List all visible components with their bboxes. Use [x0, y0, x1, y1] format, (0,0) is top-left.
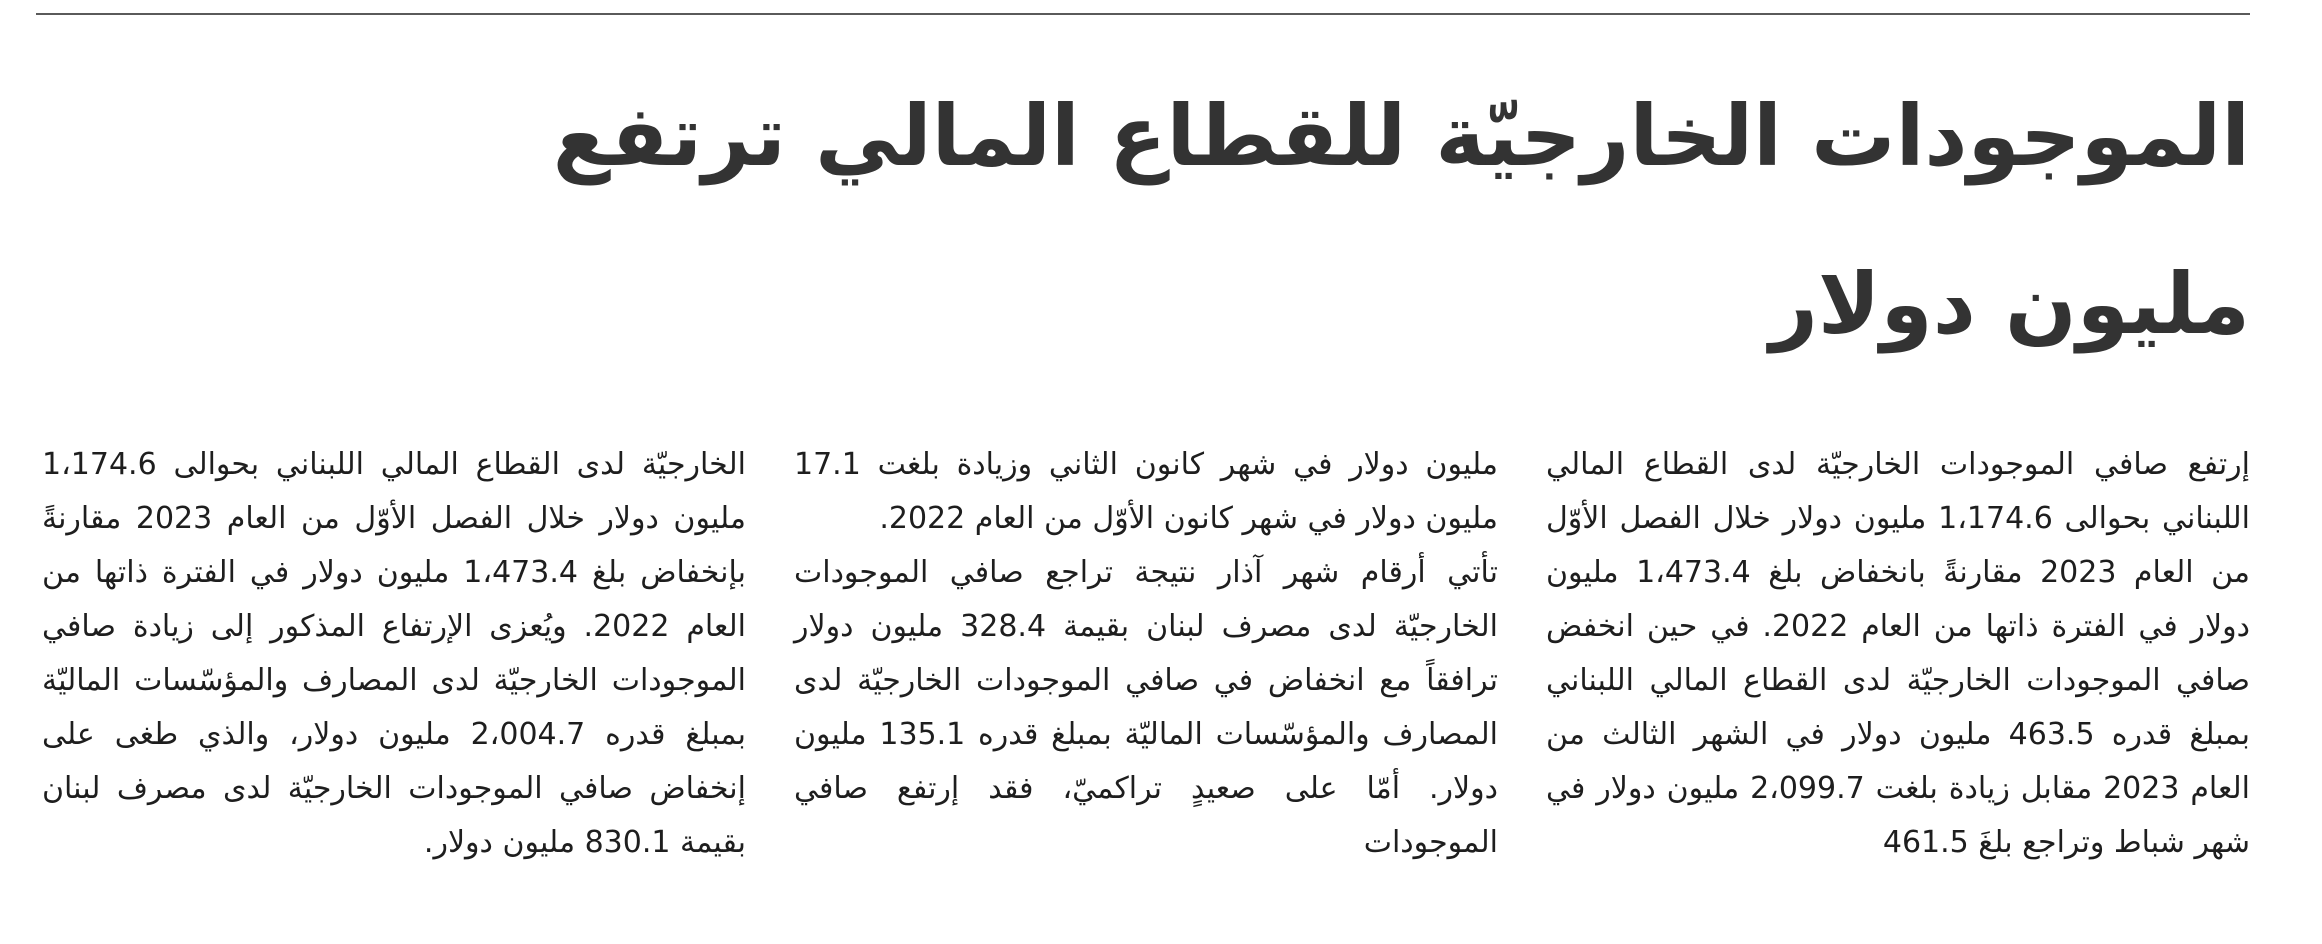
article-column-1: إرتفع صافي الموجودات الخارجيّة لدى القطاع المالي اللبناني بحوالى 1،174.6 مليون دولار خلال الفصل الأوّل من العام 2023 مقارنةً بانخفاض بلغ 1،473.4 مليون دولار في الفترة ذاتها من العام 2022. في حين انخفض صافي الموجودات الخارجيّة لدى القطاع المالي اللبناني بمبلغ قدره 463.5 مليون دولار في الشهر الثالث من العام 2023 مقابل زيادة بلغت 2،099.7 مليون دولار في شهر شباط وتراجع بلغَ 461.5 — [1546, 447, 2251, 860]
article-body — [36, 438, 2250, 918]
article-column-3: الخارجيّة لدى القطاع المالي اللبناني بحوالى 1،174.6 مليون دولار خلال الفصل الأوّل من العام 2023 مقارنةً بإنخفاض بلغ 1،473.4 مليون دولار في الفترة ذاتها من العام 2022. ويُعزى الإرتفاع المذكور إلى زيادة صافي الموجودات الخارجيّة لدى المصارف والمؤسّسات الماليّة بمبلغ قدره 2،004.7 مليون دولار، والذي طغى على إنخفاض صافي الموجودات الخارجيّة لدى مصرف لبنان بقيمة 830.1 مليون دولار. — [42, 447, 746, 860]
article-column-2: مليون دولار في شهر كانون الثاني وزيادة بلغت 17.1 مليون دولار في شهر كانون الأوّل من العام 2022. تأتي أرقام شهر آذار نتيجة تراجع صافي الموجودات الخارجيّة لدى مصرف لبنان بقيمة 328.4 مليون دولار ترافقاً مع انخفاض في صافي الموجودات الخارجيّة لدى المصارف والمؤسّسات الماليّة بمبلغ قدره 135.1 مليون دولار. أمّا على صعيدٍ تراكميّ، فقد إرتفع صافي الموجودات — [794, 447, 1498, 860]
top-divider — [36, 13, 2250, 15]
article-headline: الموجودات الخارجيّة للقطاع المالي ترتفع مليون دولار — [552, 87, 2250, 353]
